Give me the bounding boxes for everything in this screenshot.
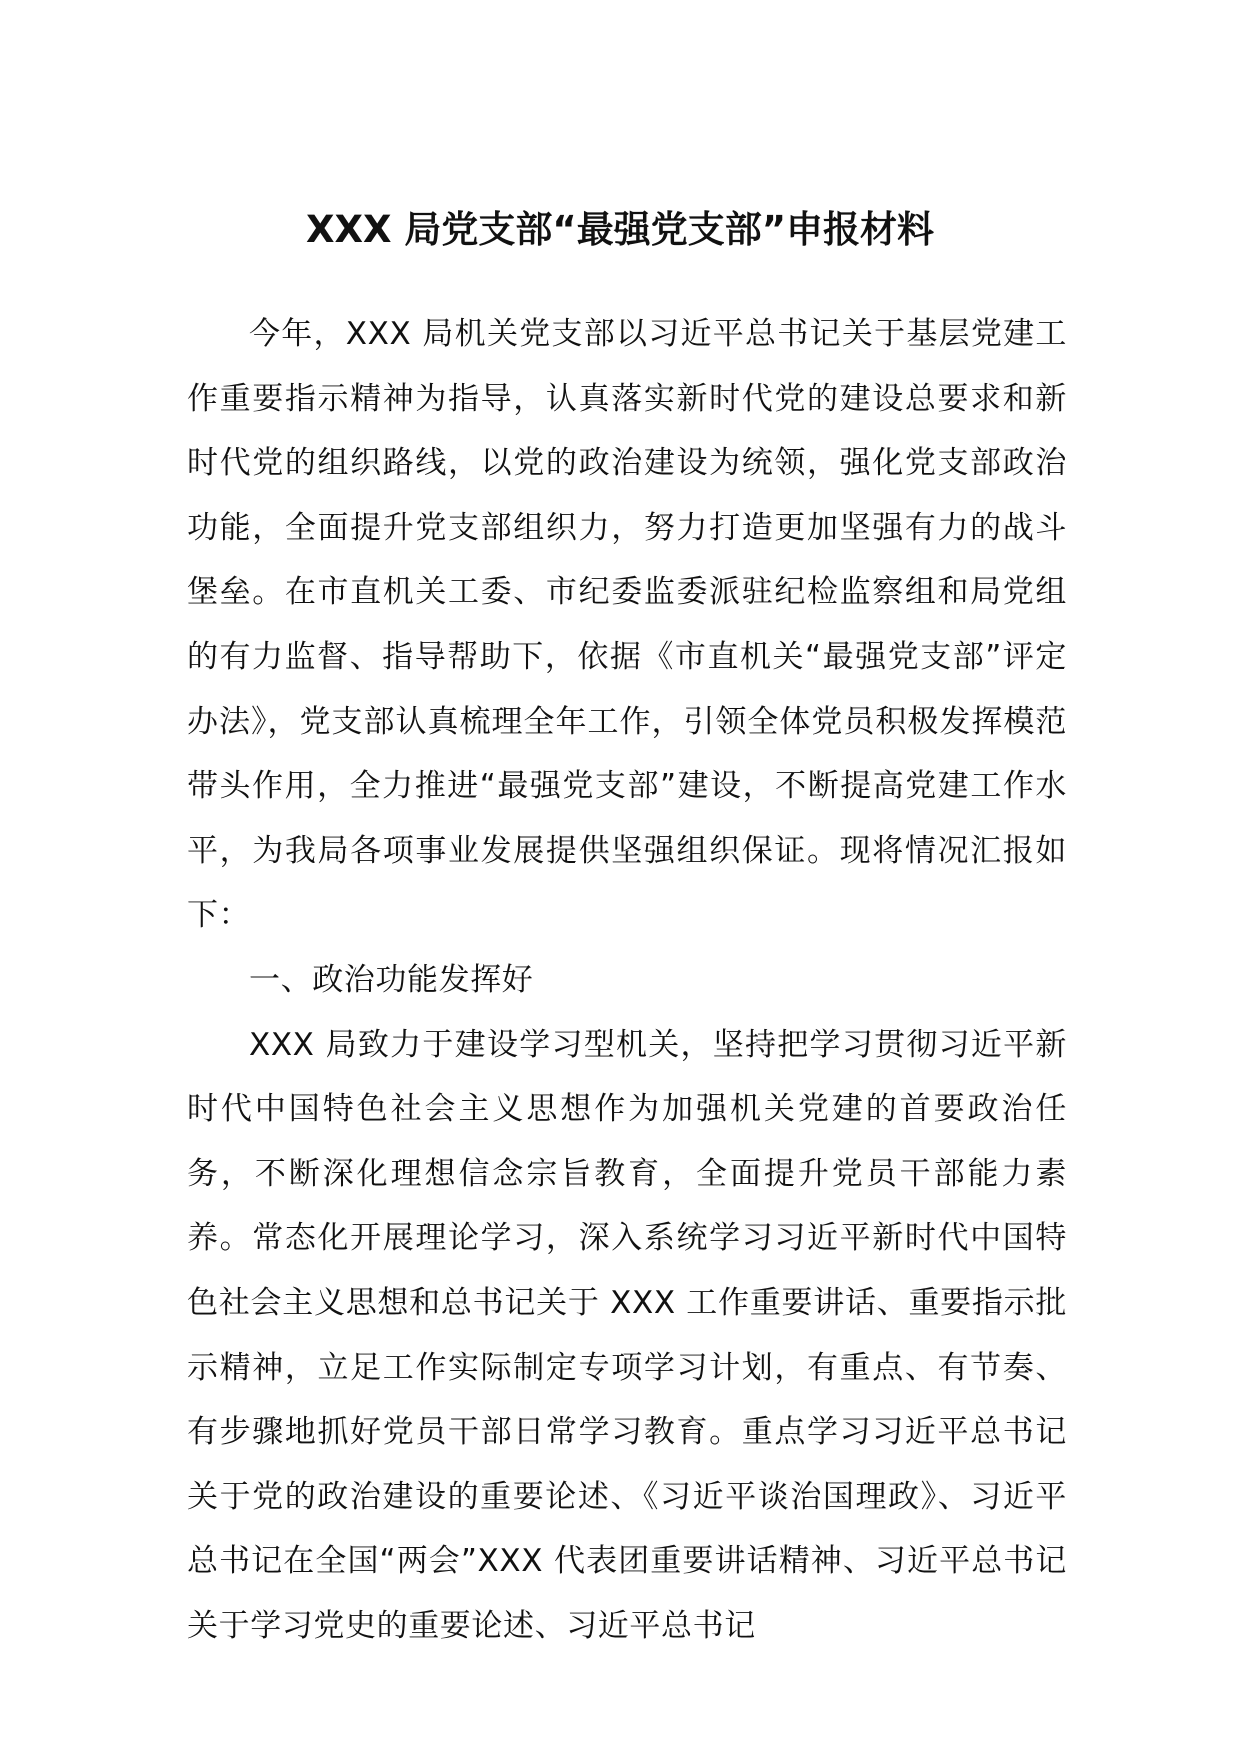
document-body bbox=[187, 302, 1067, 1658]
paragraph-intro: 今年，XXX 局机关党支部以习近平总书记关于基层党建工作重要指示精神为指导，认真落实新时代党的建设总要求和新时代党的组织路线，以党的政治建设为统领，强化党支部政治功能，全面提升党支部组织力，努力打造更加坚强有力的战斗堡垒。在市直机关工委、市纪委监委派驻纪检监察组和局党组的有力监督、指导帮助下，依据《市直机关“最强党支部”评定办法》，党支部认真梳理全年工作，引领全体党员积极发挥模范带头作用，全力推进“最强党支部”建设，不断提高党建工作水平，为我局各项事业发展提供坚强组织保证。现将情况汇报如下： bbox=[187, 316, 1067, 934]
paragraph-political-function: XXX 局致力于建设学习型机关，坚持把学习贯彻习近平新时代中国特色社会主义思想作为加强机关党建的首要政治任务，不断深化理想信念宗旨教育，全面提升党员干部能力素养。常态化开展理论学习，深入系统学习习近平新时代中国特色社会主义思想和总书记关于 XXX 工作重要讲话、重要指示批示精神，立足工作实际制定专项学习计划，有重点、有节奏、有步骤地抓好党员干部日常学习教育。重点学习习近平总书记关于党的政治建设的重要论述、《习近平谈治国理政》、习近平总书记在全国“两会”XXX 代表团重要讲话精神、习近平总书记关于学习党史的重要论述、习近平总书记 bbox=[187, 1026, 1067, 1644]
section-heading-political-function: 一、政治功能发挥好 bbox=[249, 961, 534, 998]
document-title: XXX 局党支部“最强党支部”申报材料 bbox=[305, 208, 935, 251]
